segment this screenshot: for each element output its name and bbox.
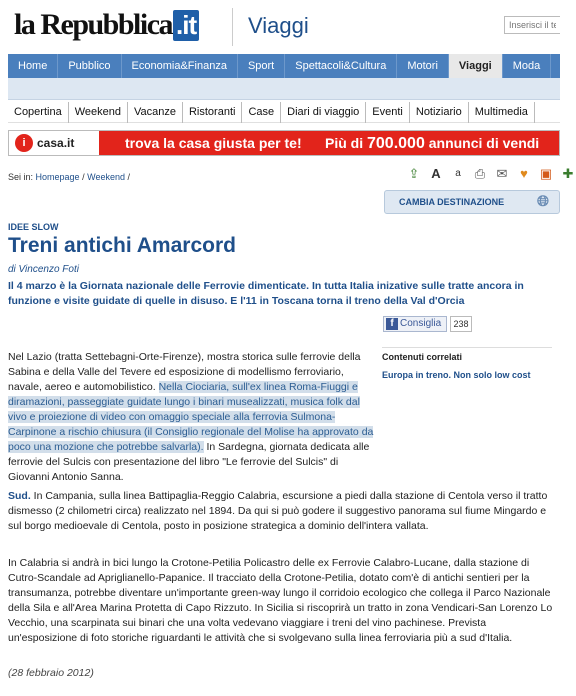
ad-message bbox=[99, 131, 559, 155]
nav-sub-bar bbox=[8, 78, 560, 100]
ad-brand bbox=[9, 131, 99, 155]
subnav-item-ristoranti[interactable]: Ristoranti bbox=[183, 102, 242, 123]
ad-banner[interactable] bbox=[8, 130, 560, 156]
font-down-icon[interactable]: a bbox=[455, 168, 461, 179]
change-destination-label: CAMBIA DESTINAZIONE bbox=[399, 197, 505, 207]
ad-brand-name: casa.it bbox=[37, 136, 75, 150]
ad-message-text: trova la casa giusta per te! bbox=[125, 135, 302, 151]
subnav-item-vacanze[interactable]: Vacanze bbox=[128, 102, 183, 123]
subnav-item-diari[interactable]: Diari di viaggio bbox=[281, 102, 366, 123]
article-paragraph bbox=[8, 556, 553, 646]
casa-logo-icon: i bbox=[15, 134, 33, 152]
paragraph-text: In Calabria si andrà in bici lungo la Crotone-Petilia Policastro delle ex Ferrovie Calabro-Lucane, dalla stazione di Cutro-Scandale ad Apriglianello-Papanice. Il tracciato della Crotone-Petilia, dotato com'è di antichi sentieri per la transumanza, potrebbe diventare un'importante green-way lungo il corridoio ecologico che collega il Parco Nazionale della Sila e all'Area Marina Protetta di Capo Rizzuto. In Sicilia si riscoprirà un tratto in zona Vendicari-San Lorenzo Lo Vecchio, una scarpinata sui binari che una volta vedevano viaggiare i treni del vino pachinese. Prevista un'esposizione di foto storiche riguardanti le attività che si svolgevano sulla linea ferroviaria più a sud d'Italia. bbox=[8, 557, 553, 644]
main-nav bbox=[8, 54, 560, 78]
breadcrumb-home[interactable]: Homepage bbox=[35, 172, 80, 182]
facebook-like-button[interactable] bbox=[383, 316, 447, 332]
help-icon[interactable]: ✚ bbox=[562, 166, 574, 181]
print-icon[interactable]: ⎙ bbox=[474, 166, 486, 181]
logo-main: la Repubblica bbox=[14, 8, 173, 41]
breadcrumb-weekend[interactable]: Weekend bbox=[87, 172, 125, 182]
paragraph-text: Nel Lazio (tratta Settebagni-Orte-Firenze), mostra storica sulle ferrovie della Sabina e della Valle del Tevere ed esposizione di modellismo ferroviario, navale, aereo e automobilistico. bbox=[8, 351, 361, 393]
nav-item-pubblico[interactable]: Pubblico bbox=[58, 54, 121, 78]
share-icon[interactable]: ⇪ bbox=[408, 166, 420, 181]
nav-item-motori[interactable]: Motori bbox=[397, 54, 449, 78]
breadcrumb-end: / bbox=[127, 172, 130, 182]
nav-item-economia[interactable]: Economia&Finanza bbox=[122, 54, 238, 78]
paragraph-text: In Sardegna, giornata dedicata alle ferrovie del Sulcis con presentazione del libro "Le ferrovie del Sulcis" di Giovanni Antonio Sanna. bbox=[8, 441, 370, 483]
highlighted-text: Nella Ciociaria, sull'ex linea Roma-Fiuggi e diramazioni, passeggiate guidate lungo i binari musealizzati, musica folk dal vivo e proiezione di video con omaggio speciale alla ferrovia Sulmona-Carpinone a rischio chiusura (il Consiglio regionale del Molise ha approvato da poco una mozione che potrebbe salvarla). bbox=[8, 381, 374, 453]
header-divider bbox=[232, 8, 233, 46]
subnav-item-notiziario[interactable]: Notiziario bbox=[410, 102, 469, 123]
ad-offer-prefix: Più di bbox=[324, 135, 364, 151]
sub-nav bbox=[8, 102, 560, 123]
article-kicker: IDEE SLOW bbox=[8, 222, 59, 232]
article-title: Treni antichi Amarcord bbox=[8, 234, 236, 257]
nav-item-home[interactable]: Home bbox=[8, 54, 58, 78]
article-paragraph bbox=[8, 489, 553, 534]
section-title[interactable]: Viaggi bbox=[248, 13, 309, 38]
email-icon[interactable]: ✉ bbox=[496, 166, 508, 181]
article-paragraph bbox=[8, 350, 553, 485]
article-tools bbox=[406, 166, 576, 182]
subnav-item-weekend[interactable]: Weekend bbox=[69, 102, 128, 123]
ad-offer-number: 700.000 bbox=[367, 135, 425, 152]
paragraph-lead-word: Sud. bbox=[8, 490, 31, 502]
related-heading: Contenuti correlati bbox=[382, 352, 463, 362]
article-lead: Il 4 marzo è la Giornata nazionale delle Ferrovie dimenticate. In tutta Italia inizative sulle tratte ancora in funzione e visite guidate di quelle in disuso. E l'11 in Toscana torna il treno della Val d'Orcia bbox=[8, 280, 524, 307]
paragraph-text: In Campania, sulla linea Battipaglia-Reggio Calabria, escursione a piedi dalla stazione di Centola verso il tratto dismesso (2 chilometri circa) realizzato nel 1894. Da qui si può godere il suggestivo panorama sul fiume Mingardo e sul borgo medioevale di Centola, posto in posizione strategica a dominio dell'intera vallata. bbox=[8, 490, 548, 532]
breadcrumb bbox=[8, 172, 130, 182]
logo-suffix: .it bbox=[173, 10, 199, 41]
facebook-label: Consiglia bbox=[400, 318, 442, 329]
ad-offer-suffix: annunci di vendi bbox=[428, 135, 540, 151]
facebook-count: 238 bbox=[450, 316, 472, 332]
nav-item-sport[interactable]: Sport bbox=[238, 54, 285, 78]
favorite-icon[interactable]: ♥ bbox=[520, 166, 528, 181]
rss-icon[interactable]: ▣ bbox=[539, 166, 553, 181]
article-date: (28 febbraio 2012) bbox=[8, 667, 94, 679]
facebook-icon: f bbox=[386, 318, 398, 330]
world-map-icon: 🌐︎ bbox=[536, 193, 549, 210]
breadcrumb-prefix: Sei in: bbox=[8, 172, 34, 182]
change-destination-button[interactable] bbox=[384, 190, 560, 214]
font-up-icon[interactable]: A bbox=[431, 166, 441, 181]
subnav-item-multimedia[interactable]: Multimedia bbox=[469, 102, 535, 123]
nav-item-moda[interactable]: Moda bbox=[503, 54, 552, 78]
subnav-item-case[interactable]: Case bbox=[242, 102, 281, 123]
search-input[interactable] bbox=[504, 16, 560, 34]
subnav-item-copertina[interactable]: Copertina bbox=[8, 102, 69, 123]
site-header bbox=[0, 0, 560, 52]
subnav-item-eventi[interactable]: Eventi bbox=[366, 102, 410, 123]
related-link[interactable]: Europa in treno. Non solo low cost bbox=[382, 370, 531, 380]
nav-item-viaggi[interactable]: Viaggi bbox=[449, 54, 503, 78]
article-author: di Vincenzo Foti bbox=[8, 264, 79, 275]
nav-item-spettacoli[interactable]: Spettacoli&Cultura bbox=[285, 54, 397, 78]
site-logo[interactable] bbox=[14, 8, 199, 42]
breadcrumb-separator: / bbox=[82, 172, 85, 182]
